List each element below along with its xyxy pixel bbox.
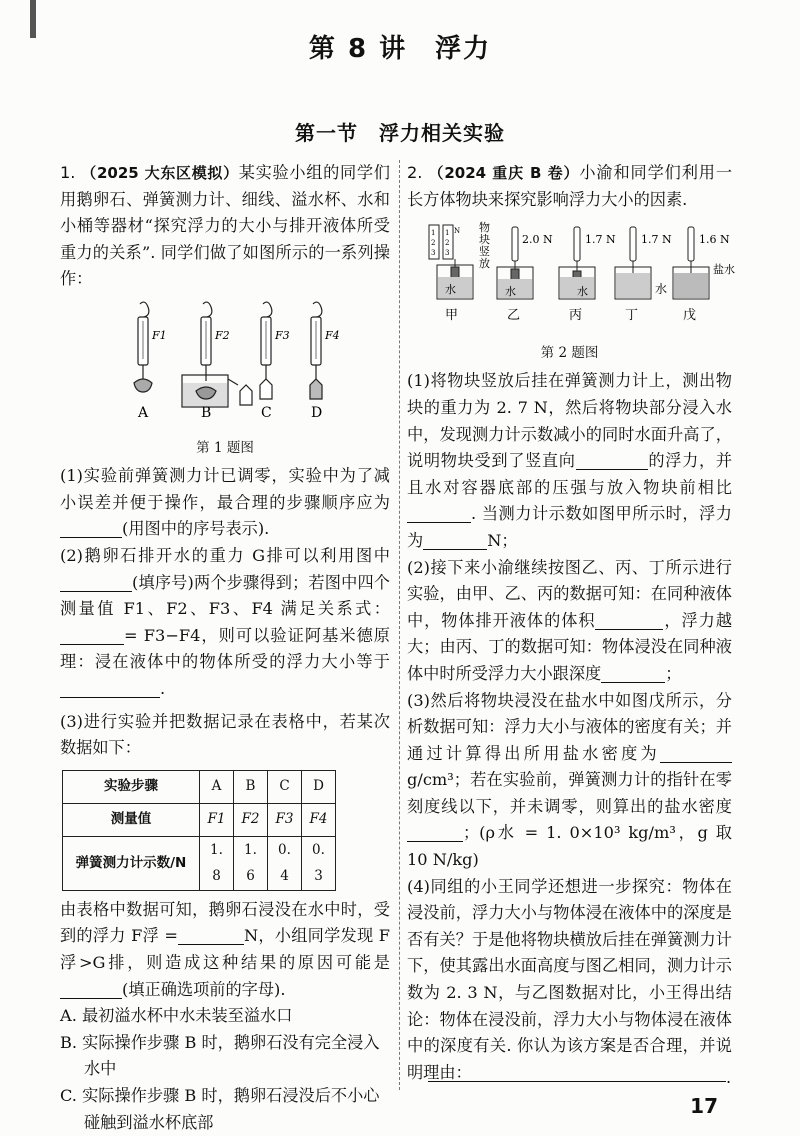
q2-label-wu: 戊 [683,308,697,324]
q1-p4-text: 由表格中数据可知，鹅卵石浸没在水中时，受到的浮力 F浮 = [60,899,390,946]
q1-blank-1[interactable] [60,519,122,538]
q1-stem-paragraph [60,160,390,293]
q2-figure-caption: 第 2 题图 [540,344,599,361]
q1-p2-text: (2)鹅卵石排开水的重力 G排可以利用图中 [60,545,390,565]
table-cell: 0. 3 [302,836,336,890]
page-number: 17 [690,1094,718,1118]
q2-scale-mark: 2 [445,239,450,248]
q1-p2-text-c: = F3−F4，则可以验证阿基米德原理：浸在液体中的物体所受的浮力大小等于 [60,625,390,672]
q1-label-b: B [201,404,212,421]
q2-part-2 [407,555,732,688]
q2-p1-text: (1)将物块竖放后挂在弹簧测力计上，测出物块的重力为 2. 7 N，然后将物块部分浸入水中，发现测力计示数减小的同时水面升高了，说明物块受到了竖直向 [407,371,732,471]
q2-vertical-note-char: 放 [479,257,490,271]
q1-force-label-1: F1 [152,328,167,342]
table-cell: F4 [302,803,336,836]
table-cell: D [302,770,336,803]
q2-liquid-label: 水 [577,285,588,299]
q1-p1-text: (1)实验前弹簧测力计已调零，实验中为了减小误差并便于操作，最合理的步骤顺序应为 [60,466,390,512]
q2-p3-text-b: g/cm³；若在实验前，弹簧测力计的指针在零刻度线以下，并未调零，则算出的盐水密度 [407,770,732,816]
q1-p1-tail: (用图中的序号表示). [122,519,270,539]
q1-figure-svg [60,299,390,424]
q2-scale-mark: 3 [431,249,436,258]
q1-blank-4[interactable] [60,679,160,698]
q1-p2-end: . [160,678,166,698]
question-2 [407,160,735,1086]
q1-blank-2[interactable] [60,573,132,592]
q1-option-a: A. 最初溢水杯中水未装至溢水口 [60,1006,293,1026]
q2-p1-text-b: 的浮力，并且水对容器底部的压强与放入物块前相比 [407,451,733,497]
q1-part-4 [60,897,390,1003]
q2-liquid-label: 水 [655,282,668,297]
q1-p4-text-b: N，小组同学发现 F浮>G排，则造成这种结果的原因可能是 [60,926,390,973]
q2-label-bing: 丙 [569,308,583,324]
q1-label-d: D [311,404,323,421]
table-cell: 1. 6 [234,836,268,890]
q2-scale-mark: 1 [445,229,450,238]
q2-blank-5[interactable] [601,664,665,683]
q2-scale-mark: 2 [431,239,436,248]
q1-number: 1. [60,163,76,182]
q1-source: （2025 大东区模拟） [81,164,239,182]
q2-p3-text: (3)然后将物块浸没在盐水中如图戊所示，分析数据可知：浮力大小与液体的密度有关；并通过计算得出所用盐水密度为 [407,690,732,763]
q2-blank-2[interactable] [407,504,471,523]
q2-scale-mark: 1 [431,229,436,238]
q2-part-1 [407,368,732,554]
q1-stem: 某实验小组的同学们用鹅卵石、弹簧测力计、细线、溢水杯、水和小桶等器材“探究浮力的大小与排开液体所受重力的关系”. 同学们做了如图所示的一系列操作： [60,163,390,289]
q2-vertical-note-char: 物 [479,221,490,235]
q2-p4-text: (4)同组的小王同学还想进一步探究：物体在浸没前，浮力大小与物体浸在液体中的深度是否有关？于是他将物块横放后挂在弹簧测力计下，使其露出水面高度与图乙相同，测力计示数为 2. 3 N，与乙图数据对比，小王得出结论：物体在浸没前，浮力大小与物体浸在液体中的深度有关. 你认为该方案是否合理，并说明理由： [407,876,732,1082]
q2-liquid-salt: 盐水 [713,263,735,277]
q2-part-4 [407,874,732,1087]
q1-setup-b [182,302,252,407]
question-1 [60,160,390,1136]
table-cell: 1. 8 [200,836,234,890]
q2-answer-line[interactable] [428,1081,726,1082]
table-cell: F3 [268,803,302,836]
q1-figure-caption: 第 1 题图 [196,439,254,456]
q1-blank-6[interactable] [60,980,122,999]
table-header-cell: 弹簧测力计示数/N [63,836,200,890]
q1-figure [60,299,390,433]
table-cell: A [200,770,234,803]
q1-force-label-3: F3 [275,328,290,342]
q1-blank-3[interactable] [60,626,124,645]
q2-p1-text-c: . 当测力计示数如图甲所示时，浮力为 [407,504,732,550]
q2-blank-1[interactable] [576,451,648,470]
q2-blank-8[interactable] [472,1063,564,1082]
q2-reading-yi: 2.0 N [522,233,553,247]
column-divider [399,160,400,1090]
q1-option-b: B. 实际操作步骤 B 时，鹅卵石没有完全浸入水中 [60,1032,380,1079]
q2-stem-paragraph [407,160,732,213]
q2-label-jia: 甲 [445,308,459,324]
q1-label-c: C [261,404,272,421]
q1-blank-5[interactable] [178,926,244,945]
q2-answer-end: . [726,1068,732,1087]
q2-scale-mark: N [454,227,461,236]
table-cell: B [234,770,268,803]
q1-setup-d [310,302,322,399]
q2-p2-end: ； [665,663,682,683]
q1-p2-text-b: (填序号)两个步骤得到；若图中四个测量值 F1、F2、F3、F4 满足关系式： [60,572,390,619]
q2-stem: 小渝和同学们利用一长方体物块来探究影响浮力大小的因素. [407,163,733,209]
q2-part-3 [407,688,732,874]
q1-part-3: (3)进行实验并把数据记录在表格中，若某次数据如下： [60,711,390,758]
q1-option-c: C. 实际操作步骤 B 时，鹅卵石浸没后不小心碰触到溢水杯底部 [60,1086,380,1132]
q1-setup-c [260,302,272,399]
section-title: 第一节 浮力相关实验 [295,121,505,145]
table-row [63,836,336,890]
q2-source: （2024 重庆 B 卷） [428,164,580,182]
q2-reading-wu: 1.6 N [699,233,730,247]
chapter-title: 第 8 讲 浮力 [308,34,492,64]
table-cell: 0. 4 [268,836,302,890]
q2-p2-text: (2)接下来小渝继续按图乙、丙、丁所示进行实验，由甲、乙、丙的数据可知：在同种液体中，物体排开液体的体积 [407,557,732,630]
table-row [63,803,336,836]
q2-liquid-label: 水 [505,285,516,299]
q2-p1-end: N； [487,530,518,550]
q2-figure-svg [407,219,735,329]
q2-number: 2. [407,163,423,182]
q1-part-1 [60,463,390,543]
q2-label-yi: 乙 [507,308,521,324]
q2-scale-mark: 3 [445,249,450,258]
table-header-cell: 测量值 [63,803,200,836]
table-cell: F2 [234,803,268,836]
q1-p4-end: (填正确选项前的字母). [122,979,286,999]
q2-reading-ding: 1.7 N [641,233,672,247]
table-cell: F1 [200,803,234,836]
q2-vertical-note-char: 块 [479,233,490,247]
q2-p2-text-b: ，浮力越大；由丙、丁的数据可知：物体浸没在同种液体中时所受浮力大小跟深度 [407,610,733,683]
q2-blank-3[interactable] [423,531,487,550]
q2-vertical-note-char: 竖 [479,245,490,259]
q1-data-table [62,770,336,891]
q1-force-label-2: F2 [215,328,230,342]
q2-liquid-label: 水 [445,283,456,297]
table-cell: C [268,770,302,803]
q2-vertical-note [479,220,490,270]
table-header-cell: 实验步骤 [63,770,200,803]
q1-force-label-4: F4 [325,328,340,342]
q2-blank-4[interactable] [595,611,663,630]
q2-reading-bing: 1.7 N [585,233,616,247]
q2-blank-7[interactable] [407,823,463,842]
q1-setup-a [134,302,152,392]
q1-part-2 [60,543,390,703]
q2-figure [407,219,735,338]
q2-p3-end: ；(ρ水 = 1. 0×10³ kg/m³，g 取 10 N/kg) [407,823,732,870]
q1-label-a: A [138,404,149,421]
q2-label-ding: 丁 [625,308,639,324]
q2-blank-6[interactable] [660,744,732,763]
table-row [63,770,336,803]
